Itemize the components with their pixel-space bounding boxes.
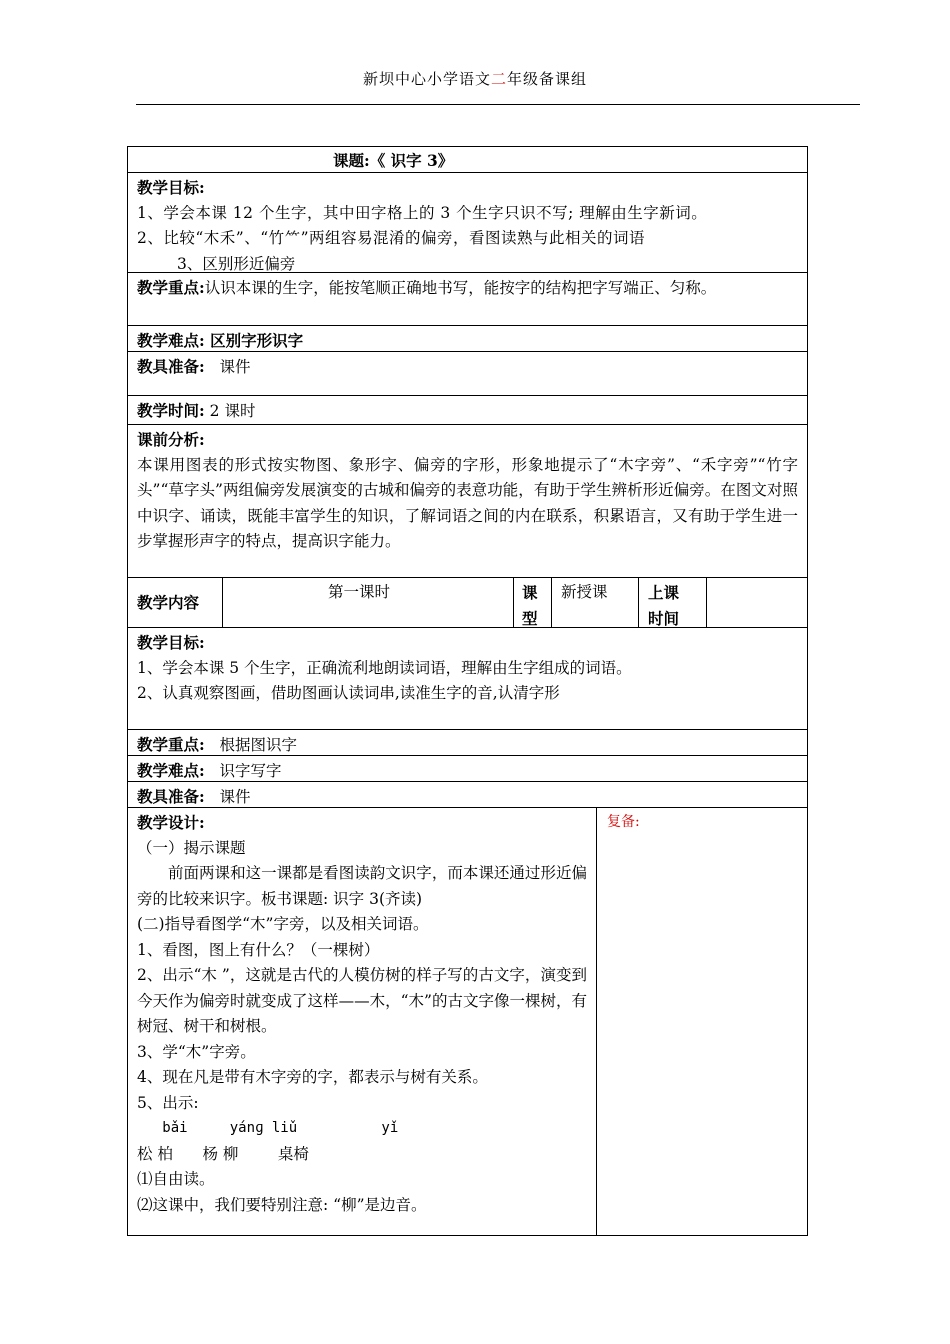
- design-row: [127, 808, 808, 1236]
- period-info-row: [127, 578, 808, 628]
- period-tools-text: 课件: [219, 788, 251, 806]
- review-column: [597, 808, 807, 1235]
- difficulty-label: 教学难点:: [137, 331, 205, 350]
- word-list: 松 柏 杨 柳 桌椅: [137, 1144, 309, 1163]
- class-time-value: [707, 578, 807, 627]
- analysis-row: [127, 425, 808, 578]
- design-step: 2、出示“木 ”，这就是古代的人模仿树的样子写的古文字，演变到今天作为偏旁时就变成了这样——木，“木”的古文字像一棵树，有树冠、树干和树根。: [137, 966, 587, 1035]
- pinyin-line: bǎi yánɡ liǔ yǐ: [137, 1120, 399, 1136]
- lesson-title: 课题:《 识字 3》: [333, 151, 454, 170]
- period-key-text: 根据图识字: [219, 736, 298, 754]
- tools-text: 课件: [219, 358, 251, 376]
- goal-item: 3、区别形近偏旁: [177, 254, 296, 273]
- period-tools-label: 教具准备:: [137, 787, 205, 806]
- analysis-text: 本课用图表的形式按实物图、象形字、偏旁的字形，形象地提示了“木字旁”、“禾字旁”“竹字头”“草字头”两组偏旁发展演变的古城和偏旁的表意功能，有助于学生辨析形近偏旁。在图文对照中识字、诵读，既能丰富学生的知识，了解词语之间的内在联系，积累语言，又有助于学生进一步掌握形声字的特点，提高识字能力。: [137, 455, 798, 550]
- period-tools-row: [127, 782, 808, 808]
- type-label: 课型: [514, 578, 552, 627]
- period-key-row: [127, 730, 808, 756]
- header-highlight: 二: [490, 70, 507, 88]
- time-text: 2 课时: [209, 402, 256, 420]
- period-key-label: 教学重点:: [137, 735, 205, 754]
- difficulty-text: 区别字形识字: [210, 331, 304, 350]
- period-difficulty-row: [127, 756, 808, 782]
- design-step: 5、出示:: [137, 1093, 199, 1112]
- period-name: 第一课时: [223, 578, 514, 627]
- type-value: 新授课: [552, 578, 639, 627]
- design-label: 教学设计:: [137, 813, 205, 832]
- period-goals-label: 教学目标:: [137, 633, 205, 652]
- title-row: [127, 146, 808, 173]
- design-section-title: （一）揭示课题: [137, 838, 246, 857]
- time-label: 教学时间:: [137, 401, 205, 420]
- period-goal-item: 2、认真观察图画，借助图画认读词串,读准生字的音,认清字形: [137, 684, 560, 702]
- design-step: ⑵这课中，我们要特别注意: “柳”是边音。: [137, 1195, 427, 1214]
- key-row: [127, 273, 808, 326]
- period-difficulty-label: 教学难点:: [137, 761, 205, 780]
- tools-row: [127, 352, 808, 396]
- design-section-title: (二)指导看图学“木”字旁，以及相关词语。: [137, 915, 429, 933]
- lesson-plan-table: [127, 146, 808, 1236]
- analysis-label: 课前分析:: [137, 430, 205, 449]
- goals-row: [127, 173, 808, 273]
- design-step: ⑴自由读。: [137, 1170, 215, 1188]
- design-step: 4、现在凡是带有木字旁的字，都表示与树有关系。: [137, 1068, 488, 1086]
- goal-item: 1、学会本课 12 个生字，其中田字格上的 3 个生字只识不写; 理解由生字新词。: [137, 203, 708, 222]
- difficulty-row: [127, 326, 808, 352]
- period-difficulty-text: 识字写字: [219, 762, 282, 780]
- tools-label: 教具准备:: [137, 357, 205, 376]
- design-paragraph: 前面两课和这一课都是看图读韵文识字，而本课还通过形近偏旁的比较来识字。板书课题: 识字 3(齐读): [137, 864, 587, 908]
- goals-label: 教学目标:: [137, 178, 205, 197]
- design-column: [128, 808, 597, 1235]
- content-label: 教学内容: [128, 578, 223, 627]
- design-step: 1、看图，图上有什么？（一棵树）: [137, 940, 380, 959]
- review-label: 复备:: [607, 814, 640, 830]
- key-text: 认识本课的生字，能按笔顺正确地书写，能按字的结构把字写端正、匀称。: [204, 279, 717, 297]
- period-goals-row: [127, 628, 808, 730]
- design-step: 3、学“木”字旁。: [137, 1042, 256, 1061]
- page-header: 新坝中心小学语文二年级备课组: [362, 70, 588, 88]
- goal-item: 2、比较“木禾”、“竹⺮”两组容易混淆的偏旁，看图读熟与此相关的词语: [137, 229, 646, 247]
- period-goal-item: 1、学会本课 5 个生字，正确流利地朗读词语，理解由生字组成的词语。: [137, 658, 632, 677]
- header-rule: [136, 104, 860, 105]
- class-time-label: 上课时间: [639, 578, 707, 627]
- time-row: [127, 396, 808, 425]
- key-label: 教学重点:: [137, 278, 205, 297]
